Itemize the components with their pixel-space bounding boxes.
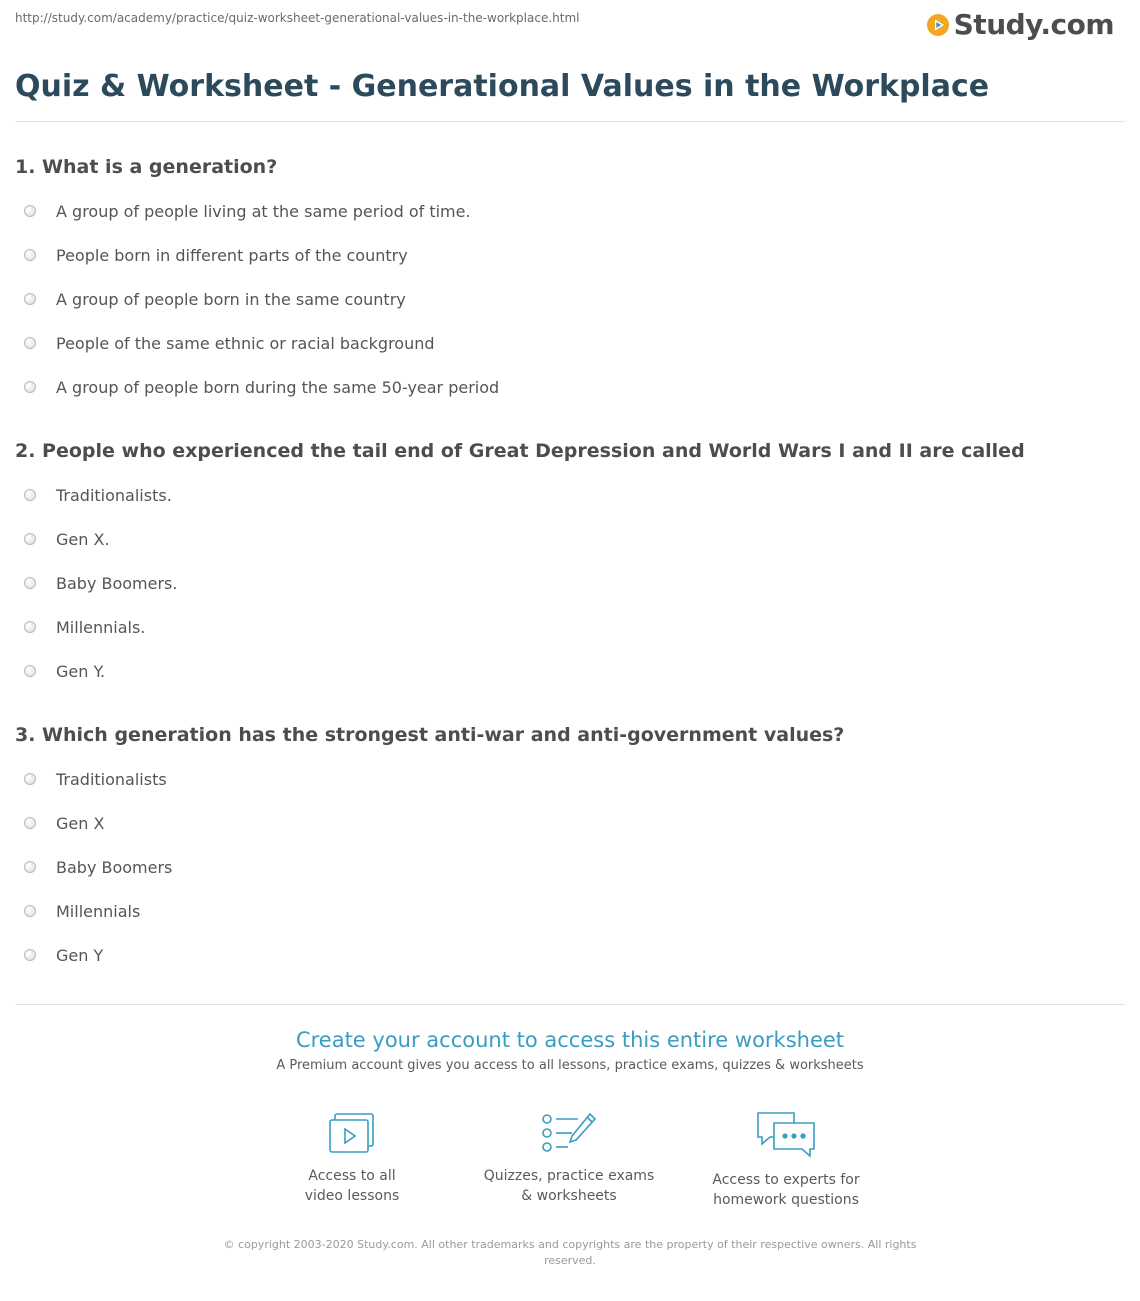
option-label: Traditionalists. xyxy=(56,485,172,505)
option-label: A group of people living at the same period of time. xyxy=(56,201,471,221)
feature-label-line: Access to experts for xyxy=(712,1172,860,1188)
question-text: 1. What is a generation? xyxy=(15,156,278,178)
answer-option[interactable] xyxy=(15,277,1125,321)
option-label: Gen X. xyxy=(56,529,110,549)
answer-option[interactable] xyxy=(15,233,1125,277)
question-text: 3. Which generation has the strongest anti-war and anti-government values? xyxy=(15,724,845,746)
feature-label-line: Access to all xyxy=(308,1168,396,1184)
radio-button[interactable] xyxy=(24,489,36,501)
quiz-checklist-icon xyxy=(540,1110,598,1156)
study-logo[interactable] xyxy=(926,8,1114,41)
option-label: Gen Y xyxy=(56,945,104,965)
option-label: Baby Boomers xyxy=(56,857,173,877)
option-label: Millennials xyxy=(56,901,141,921)
question-1 xyxy=(15,155,1125,409)
answer-option[interactable] xyxy=(15,321,1125,365)
radio-button[interactable] xyxy=(24,533,36,545)
option-label: Traditionalists xyxy=(56,769,167,789)
radio-button[interactable] xyxy=(24,665,36,677)
cta-subtitle: A Premium account gives you access to all lessons, practice exams, quizzes & worksheets xyxy=(276,1058,864,1073)
option-label: Baby Boomers. xyxy=(56,573,178,593)
feature-video-lessons xyxy=(242,1110,462,1206)
feature-quizzes xyxy=(459,1110,679,1206)
question-text: 2. People who experienced the tail end of Great Depression and World Wars I and II are called xyxy=(15,440,1025,462)
option-label: Gen X xyxy=(56,813,105,833)
option-label: Millennials. xyxy=(56,617,146,637)
radio-button[interactable] xyxy=(24,905,36,917)
option-label: People of the same ethnic or racial background xyxy=(56,333,435,353)
feature-label-line: Quizzes, practice exams xyxy=(483,1168,655,1184)
answer-option[interactable] xyxy=(15,473,1125,517)
answer-option[interactable] xyxy=(15,605,1125,649)
page-url: http://study.com/academy/practice/quiz-worksheet-generational-values-in-the-workplace.html xyxy=(15,11,580,25)
feature-label-line: & worksheets xyxy=(521,1188,617,1204)
premium-features xyxy=(0,1110,1140,1210)
video-lessons-icon xyxy=(326,1110,378,1156)
feature-label-line: video lessons xyxy=(304,1188,400,1204)
section-divider xyxy=(15,1004,1125,1005)
radio-button[interactable] xyxy=(24,381,36,393)
page-title: Quiz & Worksheet - Generational Values in the Workplace xyxy=(15,69,990,104)
answer-option[interactable] xyxy=(15,649,1125,693)
radio-button[interactable] xyxy=(24,249,36,261)
answer-option[interactable] xyxy=(15,933,1125,977)
answer-options xyxy=(15,473,1125,693)
question-3 xyxy=(15,723,1125,977)
answer-options xyxy=(15,189,1125,409)
answer-option[interactable] xyxy=(15,189,1125,233)
answer-option[interactable] xyxy=(15,365,1125,409)
chat-bubbles-icon xyxy=(754,1110,818,1160)
option-label: A group of people born in the same country xyxy=(56,289,406,309)
option-label: Gen Y. xyxy=(56,661,106,681)
answer-option[interactable] xyxy=(15,757,1125,801)
radio-button[interactable] xyxy=(24,949,36,961)
answer-option[interactable] xyxy=(15,845,1125,889)
option-label: People born in different parts of the country xyxy=(56,245,408,265)
radio-button[interactable] xyxy=(24,293,36,305)
radio-button[interactable] xyxy=(24,577,36,589)
title-divider xyxy=(15,121,1125,122)
option-label: A group of people born during the same 50-year period xyxy=(56,377,500,397)
feature-experts xyxy=(676,1110,896,1210)
signup-cta xyxy=(0,1026,1140,1073)
radio-button[interactable] xyxy=(24,817,36,829)
radio-button[interactable] xyxy=(24,205,36,217)
radio-button[interactable] xyxy=(24,861,36,873)
play-logo-icon xyxy=(926,13,950,37)
answer-option[interactable] xyxy=(15,561,1125,605)
cta-title-link[interactable]: Create your account to access this entire worksheet xyxy=(295,1028,845,1052)
radio-button[interactable] xyxy=(24,621,36,633)
answer-options xyxy=(15,757,1125,977)
feature-label-line: homework questions xyxy=(713,1192,859,1208)
radio-button[interactable] xyxy=(24,773,36,785)
answer-option[interactable] xyxy=(15,801,1125,845)
radio-button[interactable] xyxy=(24,337,36,349)
answer-option[interactable] xyxy=(15,889,1125,933)
logo-text: Study.com xyxy=(953,8,1114,41)
question-2 xyxy=(15,439,1125,693)
copyright-notice: © copyright 2003-2020 Study.com. All other trademarks and copyrights are the property of their respective owners. All rights reserved. xyxy=(223,1238,917,1267)
answer-option[interactable] xyxy=(15,517,1125,561)
